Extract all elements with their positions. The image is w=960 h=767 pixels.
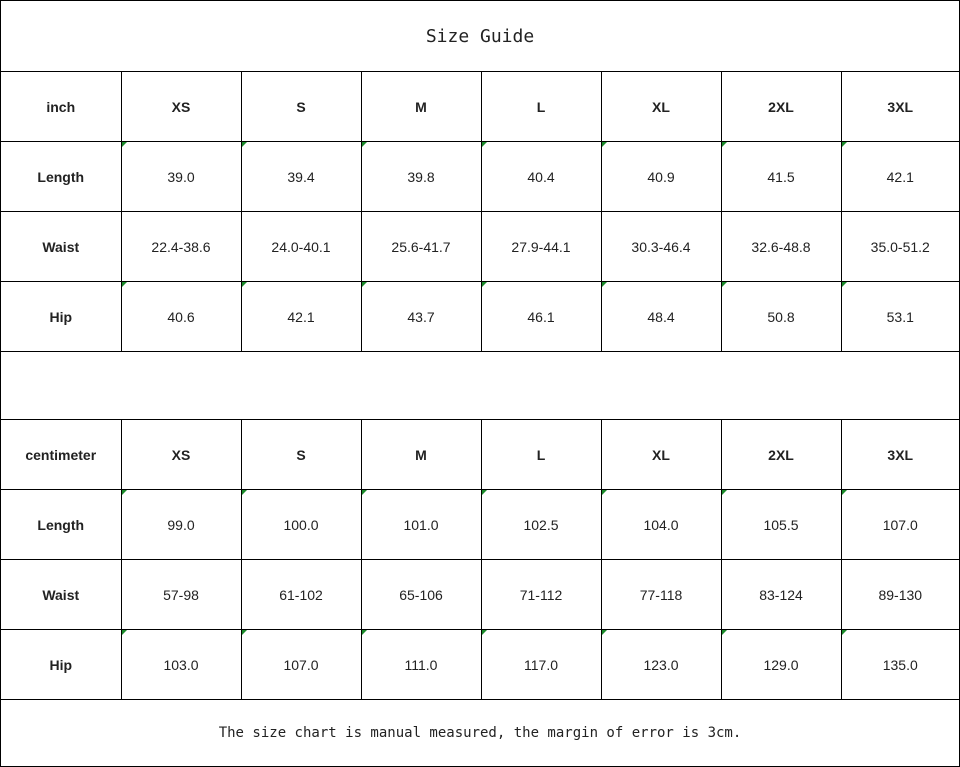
cell-corner-marker	[722, 490, 727, 495]
inch-value: 41.5	[767, 168, 795, 185]
inch-value-cell	[721, 282, 841, 352]
cm-value: 123.0	[643, 656, 679, 673]
cell-corner-marker	[242, 142, 247, 147]
inch-value-cell	[361, 282, 481, 352]
cm-value: 83-124	[759, 586, 803, 603]
inch-value: 39.0	[167, 168, 195, 185]
cm-size-header: XL	[601, 420, 721, 490]
cell-corner-marker	[362, 630, 367, 635]
inch-value-cell	[721, 142, 841, 212]
inch-value: 30.3-46.4	[631, 238, 691, 255]
cm-value: 89-130	[878, 586, 923, 603]
cell-corner-marker	[122, 630, 127, 635]
cell-corner-marker	[482, 490, 487, 495]
cell-corner-marker	[602, 630, 607, 635]
cell-corner-marker	[842, 490, 847, 495]
cell-corner-marker	[722, 142, 727, 147]
cm-value: 77-118	[639, 586, 683, 603]
cm-value: 104.0	[643, 516, 679, 533]
cm-value-cell	[601, 630, 721, 700]
cm-value-cell	[601, 490, 721, 560]
inch-value: 40.6	[167, 308, 195, 325]
cell-corner-marker	[482, 630, 487, 635]
cm-value-cell	[481, 630, 601, 700]
inch-value: 32.6-48.8	[751, 238, 811, 255]
inch-size-table	[1, 71, 959, 352]
inch-size-header: XL	[601, 72, 721, 142]
cm-value: 117.0	[524, 656, 558, 673]
inch-value-cell	[481, 282, 601, 352]
cm-value: 129.0	[763, 656, 799, 673]
cell-corner-marker	[602, 490, 607, 495]
cm-value-cell	[361, 630, 481, 700]
inch-value-cell	[241, 142, 361, 212]
cm-value: 103.0	[163, 656, 199, 673]
cm-header-row	[1, 420, 959, 490]
cm-value: 111.0	[404, 656, 438, 673]
cm-value-cell	[841, 630, 959, 700]
inch-value: 40.9	[647, 168, 675, 185]
inch-value-cell	[241, 282, 361, 352]
cm-row-length	[1, 490, 959, 560]
cm-row-waist	[1, 560, 959, 630]
cm-value-cell	[361, 560, 481, 630]
inch-row-label: Hip	[1, 282, 121, 352]
cm-value-cell	[121, 490, 241, 560]
inch-value: 40.4	[527, 168, 555, 185]
cell-corner-marker	[842, 142, 847, 147]
cm-value-cell	[721, 630, 841, 700]
inch-value: 27.9-44.1	[511, 238, 571, 255]
cm-value-cell	[241, 490, 361, 560]
inch-value: 24.0-40.1	[271, 238, 331, 255]
inch-size-header: L	[481, 72, 601, 142]
cm-value-cell	[481, 490, 601, 560]
cell-corner-marker	[242, 282, 247, 287]
cm-value: 57-98	[163, 586, 199, 603]
cm-value: 135.0	[882, 656, 918, 673]
inch-value-cell	[841, 142, 959, 212]
cm-value-cell	[601, 560, 721, 630]
cm-value-cell	[721, 490, 841, 560]
inch-row-hip	[1, 282, 959, 352]
cm-value-cell	[361, 490, 481, 560]
inch-header-row	[1, 72, 959, 142]
cell-corner-marker	[602, 282, 607, 287]
inch-value: 35.0-51.2	[870, 238, 930, 255]
cm-size-header: 3XL	[841, 420, 959, 490]
inch-value-cell	[601, 142, 721, 212]
cm-value-cell	[841, 490, 959, 560]
inch-value-cell	[121, 282, 241, 352]
cell-corner-marker	[722, 630, 727, 635]
cm-value-cell	[241, 630, 361, 700]
inch-value-cell	[481, 142, 601, 212]
table-spacer-row	[1, 350, 959, 420]
measurement-note: The size chart is manual measured, the margin of error is 3cm.	[218, 724, 742, 741]
inch-value-cell	[601, 212, 721, 282]
cell-corner-marker	[482, 282, 487, 287]
inch-size-header: S	[241, 72, 361, 142]
cm-size-header: S	[241, 420, 361, 490]
inch-value: 42.1	[886, 168, 914, 185]
inch-value-cell	[241, 212, 361, 282]
cm-value: 101.0	[403, 516, 439, 533]
cm-value: 107.0	[882, 516, 918, 533]
cell-corner-marker	[482, 142, 487, 147]
inch-unit-label: inch	[1, 72, 121, 142]
inch-value: 50.8	[767, 308, 795, 325]
inch-value-cell	[121, 142, 241, 212]
cell-corner-marker	[122, 142, 127, 147]
cm-value-cell	[121, 630, 241, 700]
inch-value: 39.4	[287, 168, 315, 185]
inch-value: 46.1	[527, 308, 555, 325]
cell-corner-marker	[842, 282, 847, 287]
cm-row-label: Length	[1, 490, 121, 560]
cm-size-header: M	[361, 420, 481, 490]
cm-row-hip	[1, 630, 959, 700]
inch-value: 25.6-41.7	[391, 238, 451, 255]
inch-value: 39.8	[407, 168, 435, 185]
inch-value: 53.1	[886, 308, 914, 325]
cm-value-cell	[841, 560, 959, 630]
cell-corner-marker	[602, 142, 607, 147]
inch-row-label: Waist	[1, 212, 121, 282]
inch-value: 22.4-38.6	[151, 238, 211, 255]
inch-row-label: Length	[1, 142, 121, 212]
cm-value: 99.0	[167, 516, 195, 533]
cell-corner-marker	[122, 490, 127, 495]
cm-value: 100.0	[283, 516, 319, 533]
inch-size-header: 3XL	[841, 72, 959, 142]
inch-value-cell	[361, 142, 481, 212]
inch-row-length	[1, 142, 959, 212]
inch-value-cell	[481, 212, 601, 282]
cm-size-header: 2XL	[721, 420, 841, 490]
cell-corner-marker	[722, 282, 727, 287]
cm-row-label: Waist	[1, 560, 121, 630]
cm-value-cell	[241, 560, 361, 630]
inch-value: 42.1	[287, 308, 315, 325]
inch-value-cell	[721, 212, 841, 282]
inch-size-header: M	[361, 72, 481, 142]
inch-value: 43.7	[407, 308, 435, 325]
cm-value: 71-112	[519, 586, 563, 603]
cell-corner-marker	[242, 490, 247, 495]
cm-value: 102.5	[523, 516, 559, 533]
cm-value-cell	[481, 560, 601, 630]
cm-size-header: L	[481, 420, 601, 490]
cm-value: 107.0	[283, 656, 319, 673]
cell-corner-marker	[122, 282, 127, 287]
cm-unit-label: centimeter	[1, 420, 121, 490]
cm-value: 65-106	[399, 586, 443, 603]
cell-corner-marker	[242, 630, 247, 635]
cm-size-header: XS	[121, 420, 241, 490]
centimeter-size-table	[1, 419, 959, 700]
cell-corner-marker	[362, 282, 367, 287]
inch-row-waist	[1, 212, 959, 282]
cell-corner-marker	[362, 490, 367, 495]
inch-value-cell	[121, 212, 241, 282]
cm-value: 61-102	[279, 586, 323, 603]
cm-row-label: Hip	[1, 630, 121, 700]
cell-corner-marker	[362, 142, 367, 147]
size-guide-title: Size Guide	[1, 1, 959, 72]
inch-value-cell	[601, 282, 721, 352]
inch-value-cell	[361, 212, 481, 282]
inch-size-header: XS	[121, 72, 241, 142]
cm-value-cell	[721, 560, 841, 630]
cm-value-cell	[121, 560, 241, 630]
cm-value: 105.5	[763, 516, 799, 533]
inch-value-cell	[841, 212, 959, 282]
inch-value: 48.4	[647, 308, 675, 325]
inch-size-header: 2XL	[721, 72, 841, 142]
inch-value-cell	[841, 282, 959, 352]
cell-corner-marker	[842, 630, 847, 635]
